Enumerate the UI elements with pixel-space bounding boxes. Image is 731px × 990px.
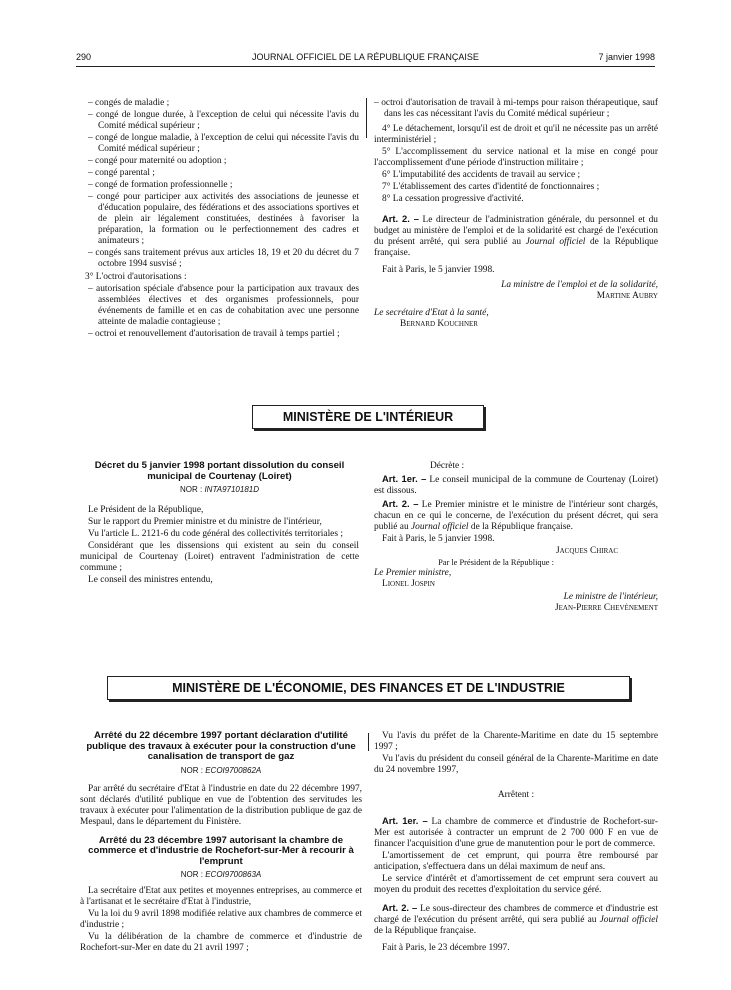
- interior-right-column: [374, 461, 658, 614]
- signatory-title: La ministre de l'emploi et de la solidarité,: [501, 280, 658, 290]
- paragraph: 7° L'établissement des cartes d'identité de fonctionnaires ;: [382, 182, 600, 192]
- paragraph: Vu l'avis du préfet de la Charente-Maritime en date du 15 septembre 1997 ;: [374, 731, 658, 752]
- top-right-column: [374, 98, 658, 330]
- paragraph: 5° L'accomplissement du service national et la mise en congé pour l'accomplissement d'une période d'instruction militaire ;: [374, 147, 658, 168]
- minister-title: Le ministre de l'intérieur,: [563, 592, 658, 602]
- article-label: Art. 1er. –: [382, 815, 428, 826]
- journal-title: JOURNAL OFFICIEL DE LA RÉPUBLIQUE FRANÇAISE: [252, 52, 479, 62]
- article-text-end: de la République française.: [468, 522, 573, 532]
- nor-label: NOR :: [180, 870, 206, 879]
- article-text: La chambre de commerce et d'industrie de Rochefort-sur-Mer est autorisée à contracter un emprunt de 2 700 000 F en vue de financer l'acquisition d'une grue de manutention pour le port de commerce.: [374, 817, 658, 849]
- ministry-banner-interieur: MINISTÈRE DE L'INTÉRIEUR: [252, 405, 484, 429]
- paragraph-3: 3° L'octroi d'autorisations :: [85, 272, 187, 282]
- fait-date: Fait à Paris, le 5 janvier 1998.: [382, 534, 495, 544]
- article-text-end: de la République française.: [374, 237, 658, 258]
- pm-title: Le Premier ministre,: [374, 568, 452, 578]
- ministry-banner-economie: MINISTÈRE DE L'ÉCONOMIE, DES FINANCES ET DE L'INDUSTRIE: [107, 676, 630, 700]
- nor-label: NOR :: [180, 765, 206, 775]
- paragraph: L'amortissement de cet emprunt, qui pourra être remboursé par anticipation, s'effectuera dans un délai maximum de neuf ans.: [374, 851, 658, 872]
- list-item: – congé parental ;: [88, 168, 155, 178]
- list-item: – congés sans traitement prévus aux articles 18, 19 et 20 du décret du 7 octobre 1994 susvisé ;: [88, 248, 359, 269]
- nor-reference: [80, 869, 362, 880]
- list-item: – congé de longue maladie, à l'exception de celui qui nécessite l'avis du Comité médical supérieur ;: [88, 133, 359, 154]
- decrete: Décrète :: [430, 461, 465, 471]
- article-label: Art. 2. –: [382, 498, 419, 509]
- paragraph: Le conseil des ministres entendu,: [88, 575, 213, 585]
- nor-value: INTA9710181D: [204, 485, 259, 494]
- nor-value: ECOI9700862A: [205, 765, 262, 775]
- paragraph: La secrétaire d'Etat aux petites et moyennes entreprises, au commerce et à l'artisanat et le secrétaire d'Etat à l'industrie,: [80, 886, 362, 907]
- paragraph: Le service d'intérêt et d'amortissement de cet emprunt sera couvert au moyen du produit des recettes d'exploitation du service géré.: [374, 874, 658, 895]
- article-2: [374, 213, 658, 259]
- par-le-president: Par le Président de la République :: [438, 558, 554, 567]
- list-item: – congé pour participer aux activités des associations de jeunesse et d'éducation populaire, des fédérations et des associations sportives et de plein air légalement constituées, destinées à favoriser la préparation, la formation ou le perfectionnement des cadres et animateurs ;: [88, 192, 359, 246]
- paragraph: Vu l'article L. 2121-6 du code général des collectivités territoriales ;: [88, 529, 343, 539]
- list-item: – congé de longue durée, à l'exception de celui qui nécessite l'avis du Comité médical supérieur ;: [88, 110, 359, 131]
- journal-ref: Journal officiel: [525, 237, 586, 247]
- article-text: Le sous-directeur des chambres de commerce et d'industrie est chargé de l'exécution du présent arrêté, qui sera publié au: [374, 904, 658, 925]
- column-divider: [368, 733, 369, 751]
- list-item: – congés de maladie ;: [88, 98, 170, 108]
- article-label: Art. 2. –: [382, 902, 418, 913]
- nor-value: ECOI9700863A: [205, 870, 262, 879]
- arrete-1-text: Par arrêté du secrétaire d'Etat à l'industrie en date du 22 décembre 1997, sont déclarés d'utilité publique en vue de l'obtention des servitudes les travaux à exécuter pour l'alimentation de la distribution publique de gaz de Mespaul, dans le département du Finistère.: [80, 783, 362, 827]
- paragraph: 4° Le détachement, lorsqu'il est de droit et qu'il ne nécessite pas un arrêté interministériel ;: [374, 124, 658, 145]
- journal-ref: Journal officiel: [599, 915, 658, 925]
- top-left-list: [88, 98, 359, 270]
- pm-name: Lionel Jospin: [382, 579, 435, 589]
- article-label: Art. 2. –: [382, 213, 419, 224]
- list-item: – octroi et renouvellement d'autorisation de travail à temps partiel ;: [88, 329, 340, 339]
- economy-right-column: [374, 731, 658, 955]
- signatory-name: Jacques Chirac: [555, 546, 618, 556]
- issue-date: 7 janvier 1998: [598, 52, 655, 62]
- article-text: Le Premier ministre et le ministre de l'intérieur sont chargés, chacun en ce qui le concerne, de l'exécution du présent décret, qui sera publié au: [374, 500, 658, 532]
- article-1: [374, 815, 658, 850]
- paragraph: Vu la loi du 9 avril 1898 modifiée relative aux chambres de commerce et d'industrie ;: [80, 909, 362, 930]
- page-header: [76, 52, 655, 66]
- article-2: [374, 902, 658, 937]
- list-item: – congé de formation professionnelle ;: [88, 180, 233, 190]
- minister-name: Jean-Pierre Chevènement: [554, 603, 658, 613]
- nor-reference: [80, 765, 362, 776]
- paragraph: Vu la délibération de la chambre de commerce et d'industrie de Rochefort-sur-Mer en date du 21 avril 1997 ;: [80, 932, 362, 953]
- article-text: Le conseil municipal de la commune de Courtenay (Loiret) est dissous.: [374, 475, 658, 496]
- secretary-title: Le secrétaire d'Etat à la santé,: [374, 308, 489, 318]
- article-text: Le directeur de l'administration générale, du personnel et du budget au ministère de l'emploi et de la solidarité est chargé de l'exécution du présent arrêté, qui sera publié au: [374, 215, 658, 247]
- paragraph: Le Président de la République,: [88, 505, 204, 515]
- list-item: – octroi d'autorisation de travail à mi-temps pour raison thérapeutique, sauf dans les cas nécessitant l'avis du Comité médical supérieur ;: [374, 98, 658, 119]
- paragraph: Sur le rapport du Premier ministre et du ministre de l'intérieur,: [88, 517, 322, 527]
- arrete-1-title: Arrêté du 22 décembre 1997 portant déclaration d'utilité publique des travaux à exécuter pour la construction d'une canalisation de transport de gaz: [86, 730, 356, 762]
- fait-date: Fait à Paris, le 23 décembre 1997.: [382, 943, 510, 953]
- header-rule: [76, 66, 655, 67]
- column-divider: [366, 98, 367, 138]
- secretary-name: Bernard Kouchner: [400, 319, 478, 329]
- list-item: – congé pour maternité ou adoption ;: [88, 156, 227, 166]
- top-left-column: [85, 98, 359, 341]
- article-1: [374, 473, 658, 497]
- paragraph: Considérant que les dissensions qui existent au sein du conseil municipal de Courtenay (Loiret) entravent l'administration de cette commune ;: [80, 541, 359, 573]
- nor-reference: [80, 484, 359, 495]
- article-label: Art. 1er. –: [382, 473, 427, 484]
- page-number: 290: [76, 52, 92, 62]
- fait-date: Fait à Paris, le 5 janvier 1998.: [382, 265, 495, 275]
- signatory-name: Martine Aubry: [596, 291, 658, 301]
- arretent: Arrêtent :: [497, 790, 535, 800]
- article-2: [374, 498, 658, 533]
- economy-left-column: [80, 731, 362, 955]
- paragraph: 6° L'imputabilité des accidents de travail au service ;: [382, 170, 581, 180]
- list-item: – autorisation spéciale d'absence pour la participation aux travaux des assemblées électives et des organismes professionnels, pour événements de famille et en cas de cohabitation avec une personne atteinte de maladie contagieuse ;: [88, 284, 359, 327]
- article-text-end: de la République française.: [374, 926, 477, 936]
- paragraph: Vu l'avis du président du conseil général de la Charente-Maritime en date du 24 novembre 1997,: [374, 754, 658, 775]
- decree-title: Décret du 5 janvier 1998 portant dissolution du conseil municipal de Courtenay (Loiret): [94, 460, 345, 482]
- nor-label: NOR :: [179, 485, 205, 494]
- paragraph: 8° La cessation progressive d'activité.: [382, 194, 524, 204]
- arrete-2-title: Arrêté du 23 décembre 1997 autorisant la chambre de commerce et d'industrie de Rochefort-sur-Mer à recourir à l'emprunt: [88, 834, 354, 867]
- journal-ref: Journal officiel: [410, 522, 469, 532]
- interior-left-column: [80, 461, 359, 587]
